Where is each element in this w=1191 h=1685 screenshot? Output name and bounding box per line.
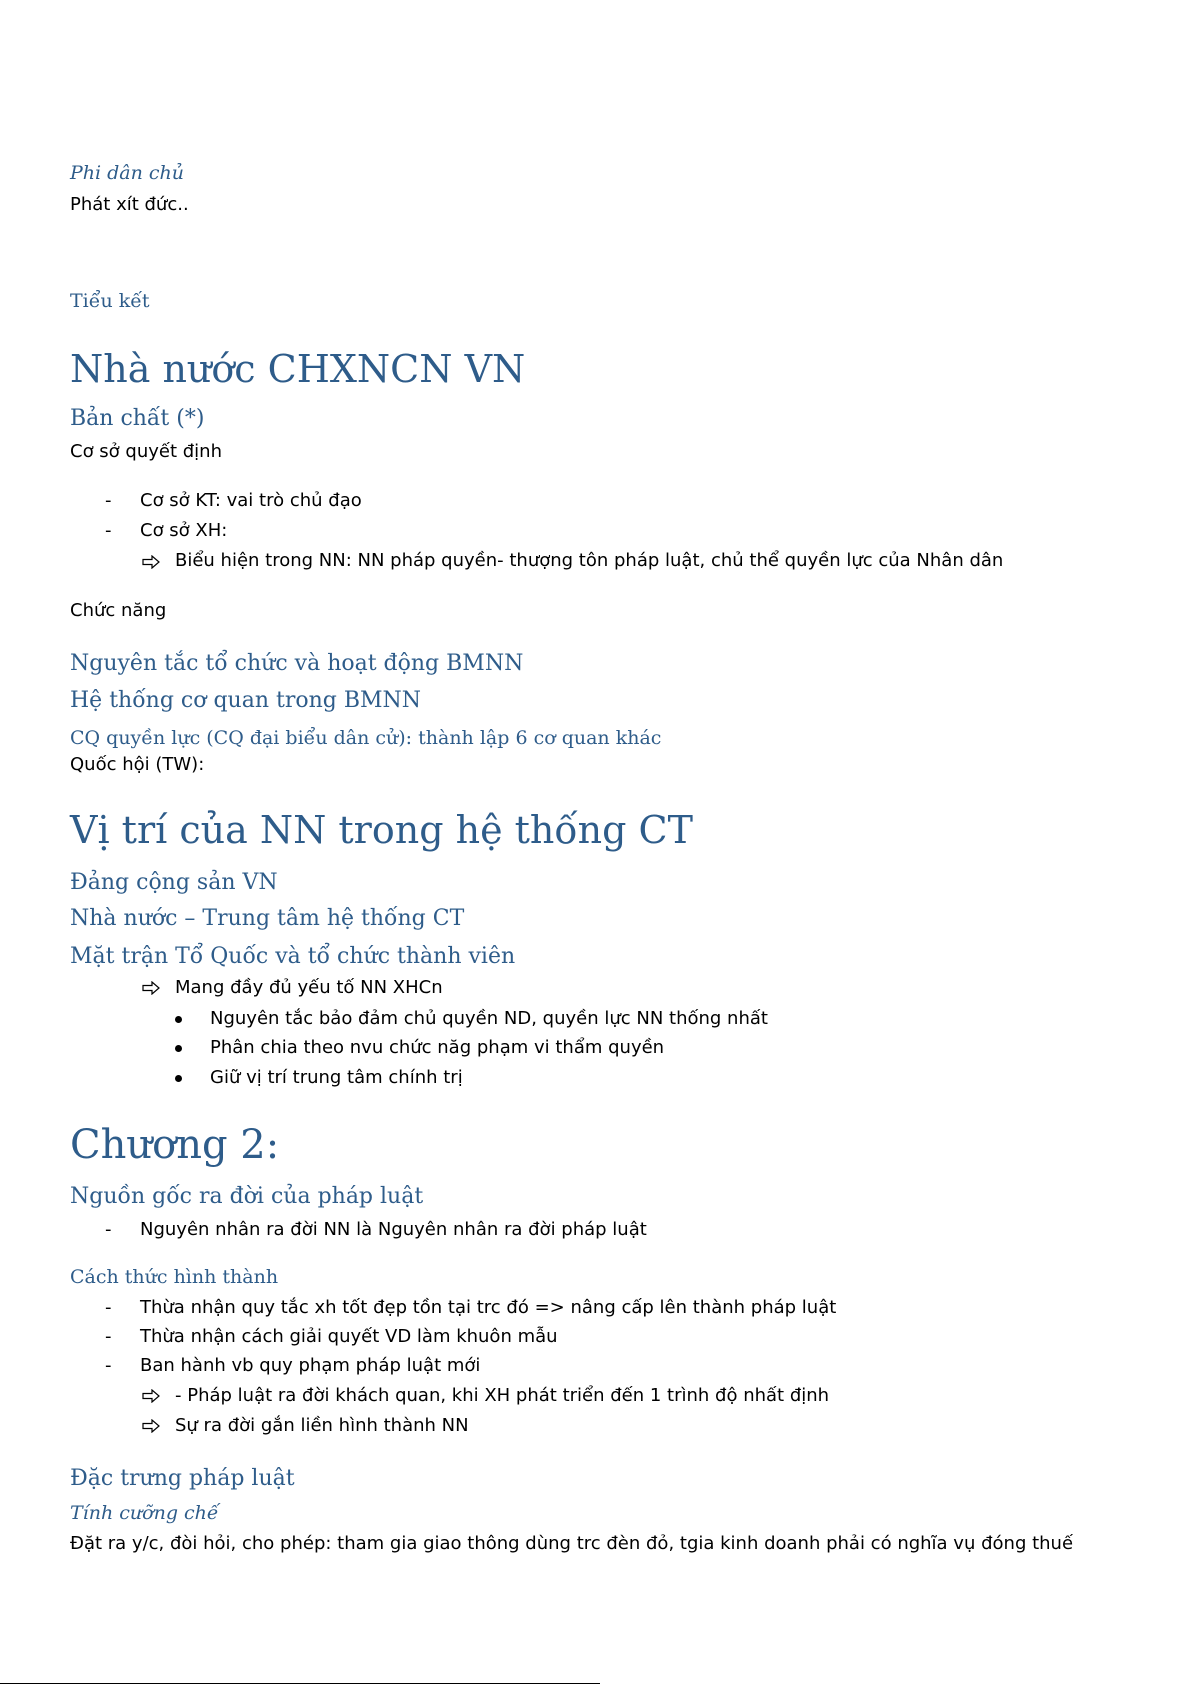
dash-marker: -: [105, 1219, 112, 1240]
heading-phi-dan-chu: Phi dân chủ: [70, 162, 185, 184]
list-item: Phân chia theo nvu chức năg phạm vi thẩm quyền: [210, 1037, 665, 1058]
list-item: Thừa nhận quy tắc xh tốt đẹp tồn tại trc đó => nâng cấp lên thành pháp luật: [140, 1297, 837, 1318]
heading-nha-nuoc: Nhà nước CHXNCN VN: [70, 347, 526, 391]
list-item: Biểu hiện trong NN: NN pháp quyền- thượng tôn pháp luật, chủ thể quyền lực của Nhân dân: [175, 550, 1004, 571]
list-item: - Pháp luật ra đời khách quan, khi XH phát triển đến 1 trình độ nhất định: [175, 1385, 830, 1406]
heading-vi-tri: Vị trí của NN trong hệ thống CT: [70, 808, 693, 852]
dash-marker: -: [105, 490, 112, 511]
heading-nha-nuoc-trung-tam: Nhà nước – Trung tâm hệ thống CT: [70, 906, 465, 931]
dash-marker: -: [105, 1297, 112, 1318]
heading-cq-quyen-luc: CQ quyền lực (CQ đại biểu dân cử): thành lập 6 cơ quan khác: [70, 727, 662, 749]
list-item: Mang đầy đủ yếu tố NN XHCn: [175, 977, 443, 998]
bullet-icon: [175, 1016, 182, 1023]
text-quoc-hoi: Quốc hội (TW):: [70, 754, 205, 775]
heading-tieu-ket: Tiểu kết: [70, 290, 150, 312]
heading-mat-tran: Mặt trận Tổ Quốc và tổ chức thành viên: [70, 944, 516, 969]
list-item: Ban hành vb quy phạm pháp luật mới: [140, 1355, 481, 1376]
text-phat-xit: Phát xít đức..: [70, 194, 189, 215]
list-item: Sự ra đời gắn liền hình thành NN: [175, 1415, 469, 1436]
arrow-right-icon: [142, 1419, 160, 1433]
dash-marker: -: [105, 1326, 112, 1347]
arrow-right-icon: [142, 555, 160, 569]
list-item: Giữ vị trí trung tâm chính trị: [210, 1067, 463, 1088]
text-co-so: Cơ sở quyết định: [70, 441, 222, 462]
heading-tinh-cuong-che: Tính cưỡng chế: [70, 1502, 219, 1524]
heading-he-thong: Hệ thống cơ quan trong BMNN: [70, 688, 422, 713]
arrow-right-icon: [142, 1389, 160, 1403]
list-item: Thừa nhận cách giải quyết VD làm khuôn mẫu: [140, 1326, 558, 1347]
dash-marker: -: [105, 1355, 112, 1376]
page-divider: [0, 1683, 600, 1684]
list-item: Nguyên nhân ra đời NN là Nguyên nhân ra đời pháp luật: [140, 1219, 647, 1240]
text-chuc-nang: Chức năng: [70, 600, 167, 621]
heading-dang: Đảng cộng sản VN: [70, 870, 278, 895]
dash-marker: -: [105, 520, 112, 541]
bullet-icon: [175, 1075, 182, 1082]
heading-dac-trung: Đặc trưng pháp luật: [70, 1466, 295, 1491]
arrow-right-icon: [142, 981, 160, 995]
bullet-icon: [175, 1045, 182, 1052]
heading-cach-thuc: Cách thức hình thành: [70, 1266, 279, 1288]
list-item: Cơ sở KT: vai trò chủ đạo: [140, 490, 362, 511]
heading-chuong-2: Chương 2:: [70, 1122, 280, 1168]
heading-nguyen-tac: Nguyên tắc tổ chức và hoạt động BMNN: [70, 651, 524, 676]
heading-ban-chat: Bản chất (*): [70, 406, 205, 431]
list-item: Cơ sở XH:: [140, 520, 228, 541]
list-item: Nguyên tắc bảo đảm chủ quyền ND, quyền lực NN thống nhất: [210, 1008, 768, 1029]
text-dat-ra: Đặt ra y/c, đòi hỏi, cho phép: tham gia giao thông dùng trc đèn đỏ, tgia kinh doanh phải có nghĩa vụ đóng thuế: [70, 1533, 1074, 1554]
heading-nguon-goc: Nguồn gốc ra đời của pháp luật: [70, 1184, 424, 1209]
